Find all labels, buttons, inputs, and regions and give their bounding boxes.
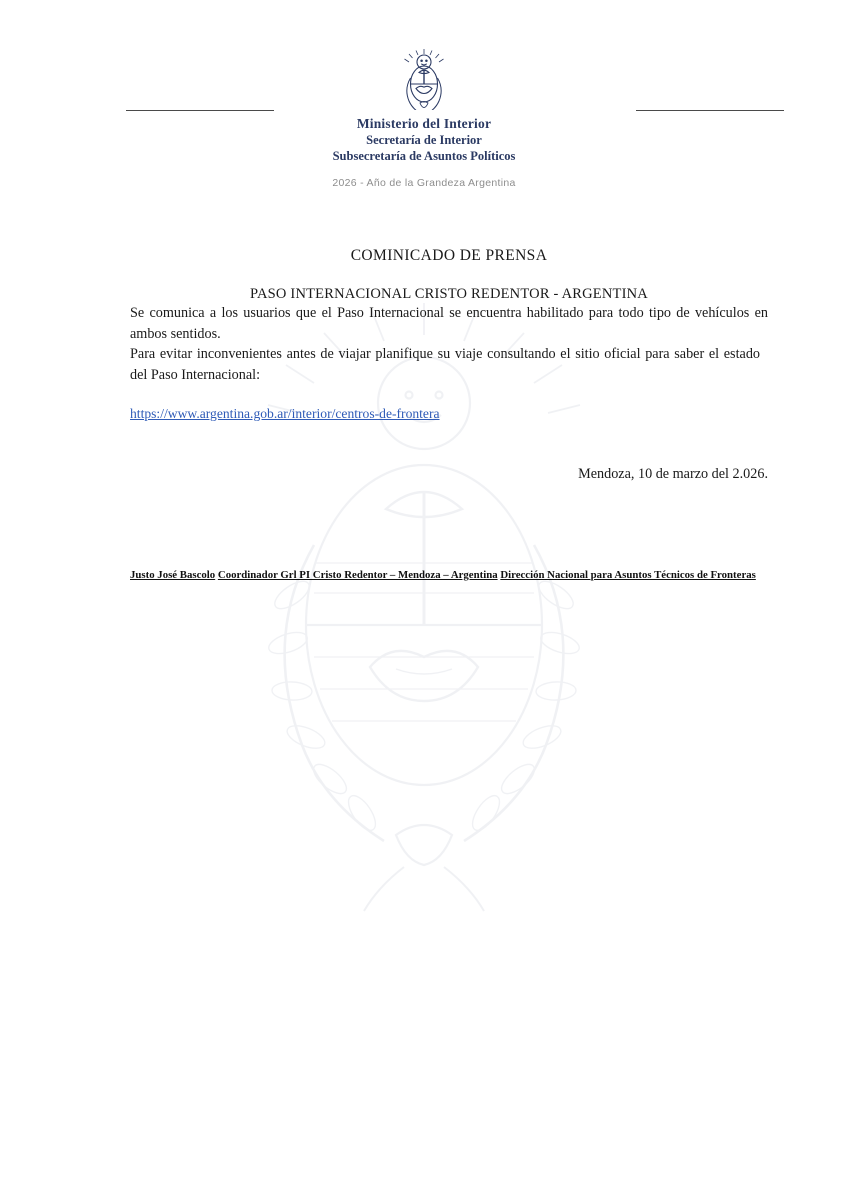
signature-role: Coordinador Grl PI Cristo Redentor – Mendoza – Argentina	[217, 568, 498, 581]
argentina-coat-of-arms-icon	[397, 48, 451, 110]
document-header	[0, 0, 848, 189]
signature-department: Dirección Nacional para Asuntos Técnicos de Fronteras	[500, 568, 756, 581]
document-subtitle: PASO INTERNACIONAL CRISTO REDENTOR - ARGENTINA	[250, 286, 648, 303]
official-site-link-line	[130, 406, 768, 422]
document-title: COMINICADO DE PRENSA	[350, 247, 548, 265]
title-block	[130, 247, 768, 303]
ministry-line-3: Subsecretaría de Asuntos Políticos	[332, 148, 516, 163]
paragraph-2: Para evitar inconvenientes antes de viajar planifique su viaje consultando el sitio oficial para saber el estado del Paso Internacional:	[130, 346, 760, 383]
official-site-link[interactable]: https://www.argentina.gob.ar/interior/centros-de-frontera	[130, 405, 440, 421]
header-divider-rules	[0, 110, 848, 112]
header-rule-right	[636, 110, 784, 111]
signature-name: Justo José Bascolo	[130, 568, 216, 581]
ministry-line-2: Secretaría de Interior	[366, 132, 482, 147]
document-body	[0, 247, 848, 583]
ministry-block	[0, 116, 848, 164]
header-rule-left	[126, 110, 274, 111]
year-slogan: 2026 - Año de la Grandeza Argentina	[332, 177, 516, 190]
signature-block	[130, 567, 768, 583]
paragraph-1: Se comunica a los usuarios que el Paso Internacional se encuentra habilitado para todo tipo de vehículos en ambos sentidos.	[130, 305, 768, 342]
ministry-line-1: Ministerio del Interior	[356, 116, 492, 131]
place-and-date: Mendoza, 10 de marzo del 2.026.	[578, 465, 768, 482]
